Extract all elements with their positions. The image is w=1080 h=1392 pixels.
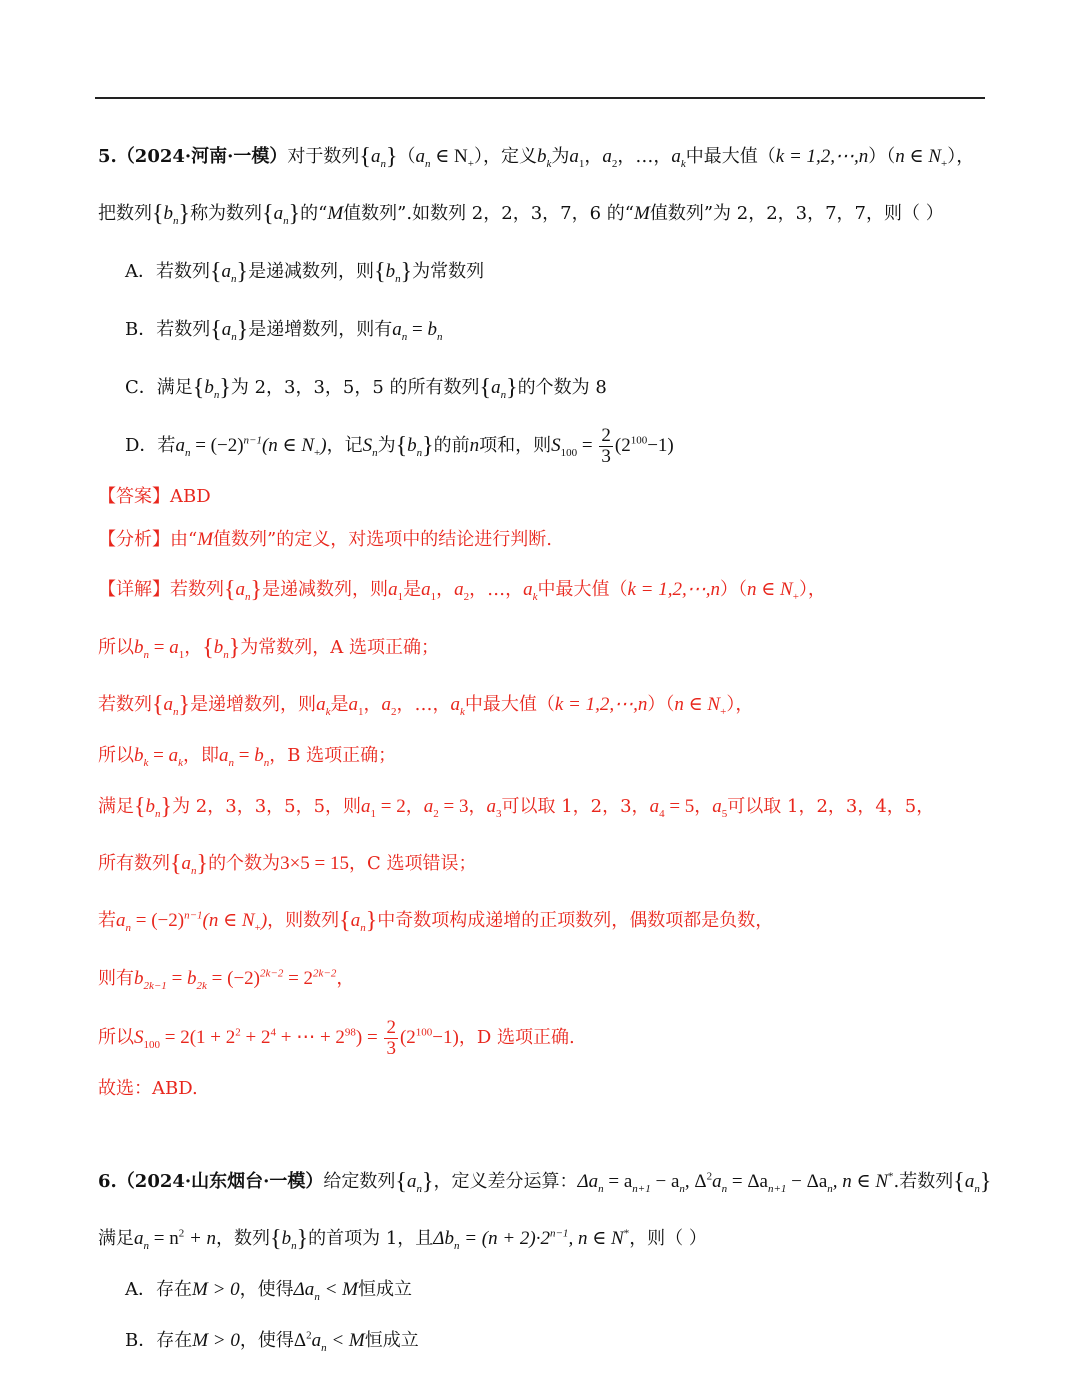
q5-detail-line-2: 所以$b_n = a_1$，$\{b_n\}$为常数列，A 选项正确； xyxy=(98,635,440,661)
q5-detail-line-7: 若$a_n = (-2)^{n-1}(n$ ∈ $N_+$)，则数列$\{a_n\}$中奇数项构成递增的正项数列，偶数项都是负数， xyxy=(98,908,774,934)
answer-value: ABD xyxy=(170,486,211,507)
q5-detail-line-10: 故选：ABD. xyxy=(98,1078,198,1099)
q5-detail-line-5: 满足$\{b_n\}$为 2，3，3，5，5，则$a_1 = 2$，$a_2 = 3$，$a_3$可以取 1，2，3，$a_4 = 5$，$a_5$可以取 1，2，3，4，5， xyxy=(98,794,935,820)
q6-stem-line-2: 满足$a_n = n^2 + n$，数列$\{b_n\}$的首项为 1，且$\Delta b_n = (n + 2)\cdot 2^{n-1}$, n ∈ N*，则（ ） xyxy=(98,1226,707,1252)
q5-detail-line-9: 所以$S_{100} = 2(1 + 2^2 + 2^4$ + ⋯ + $2^{98}$) = $\frac{2}{3}$ $(2^{100}-1)$，D 选项正确. xyxy=(98,1017,575,1059)
q6-option-b: B．存在M > 0，使得$\Delta^2a_n < M$恒成立 xyxy=(125,1329,419,1354)
q5-detail-line-1: 【详解】若数列$\{a_n\}$是递减数列，则$a_1$是$a_1$，$a_2$，…，$a_k$中最大值（k = 1,2,⋯,n）（n ∈ $N_+$）， xyxy=(98,577,826,603)
q5-detail-line-4: 所以$b_k = a_k$，即$a_n = b_n$，B 选项正确； xyxy=(98,745,397,769)
q5-detail-line-3: 若数列$\{a_n\}$是递增数列，则$a_k$是$a_1$，$a_2$，…，$a_k$中最大值（k = 1,2,⋯,n）（n ∈ $N_+$）， xyxy=(98,692,754,718)
q5-option-a: A．若数列$\{a_n\}$是递减数列，则$\{b_n\}$为常数列 xyxy=(125,259,485,285)
q5-option-d: D．若$a_n = (-2)^{n-1}(n$ ∈ $N_+$)，记$S_n$为$\{b_n\}$的前n项和，则$S_{100}$ = $\frac{2}{3}$ $(2^{100}-1)$ xyxy=(125,425,674,467)
q5-number: 5.（2024·河南·一模） xyxy=(98,146,288,167)
q5-option-b: B．若数列$\{a_n\}$是递增数列，则有$a_n = b_n$ xyxy=(125,317,443,343)
q5-stem-line-2: 把数列$\{b_n\}$称为数列$\{a_n\}$的“M值数列”.如数列 2，2，3，7，6 的“M值数列”为 2，2，3，7，7，则（ ） xyxy=(98,201,944,227)
q5-option-c: C．满足$\{b_n\}$为 2，3，3，5，5 的所有数列$\{a_n\}$的个数为 8 xyxy=(125,375,607,401)
q6-stem-line-1: 6.（2024·山东烟台·一模）给定数列$\{a_n\}$，定义差分运算：$\Delta a_n = a_{n+1} - a_n$, $\Delta^2a_n = \Delta a_{n+1} - \Delta a_n$, n ∈ N*.若数列$\{a_n\}$ xyxy=(98,1169,992,1195)
q6-option-a: A．存在M > 0，使得$\Delta a_n < M$恒成立 xyxy=(125,1279,412,1303)
header-rule xyxy=(95,97,985,99)
answer-label: 【答案】 xyxy=(98,486,170,507)
q6-number: 6.（2024·山东烟台·一模） xyxy=(98,1171,324,1192)
q5-stem-line-1: 5.（2024·河南·一模）对于数列$\{a_n\}(a_n$ ∈ $N_+$），定义$b_k$为$a_1$，$a_2$，…，$a_k$中最大值（k = 1,2,⋯,n）（n ∈ $N_+$）， xyxy=(98,144,975,170)
q5-answer xyxy=(98,484,211,510)
q5-detail-line-8: 则有$b_{2k-1} = b_{2k} = (-2)^{2k-2} = 2^{2k-2}$， xyxy=(98,967,355,992)
q5-analysis: 【分析】由“M值数列”的定义，对选项中的结论进行判断. xyxy=(98,529,552,550)
q5-detail-line-6: 所有数列$\{a_n\}$的个数为3×5 = 15，C 选项错误； xyxy=(98,851,477,877)
